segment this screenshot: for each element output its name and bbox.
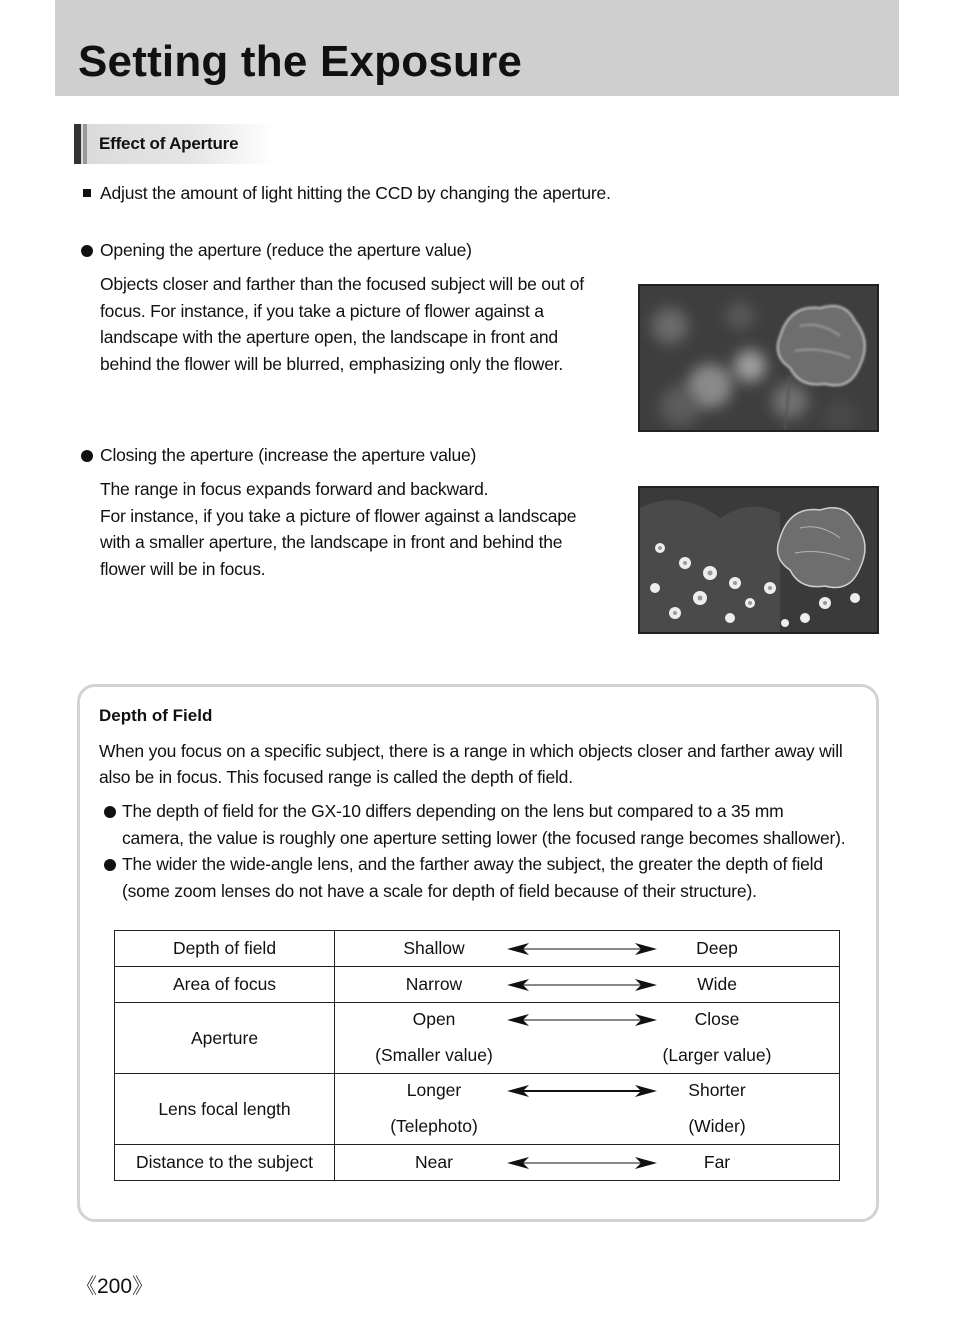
- section-tab-bar-light: [83, 124, 87, 164]
- range-left-note: (Smaller value): [375, 1044, 493, 1065]
- range-right: Deep: [696, 937, 738, 958]
- page-title: Setting the Exposure: [78, 37, 523, 86]
- dof-bullet2-line-2: (some zoom lenses do not have a scale for depth of field because of their structure).: [122, 880, 757, 901]
- square-bullet-icon: [83, 189, 91, 197]
- row-label: Lens focal length: [115, 1074, 335, 1145]
- dof-title: Depth of Field: [99, 706, 213, 725]
- row-range: [335, 1145, 840, 1181]
- row-label: Aperture: [115, 1003, 335, 1074]
- range-right: Far: [703, 1151, 731, 1172]
- opening-line-2: focus. For instance, if you take a picture of flower against a: [100, 300, 544, 321]
- range-left: Shallow: [403, 937, 465, 958]
- opening-line-1: Objects closer and farther than the focused subject will be out of: [100, 274, 584, 294]
- dof-bullet2-line-1: The wider the wide-angle lens, and the farther away the subject, the greater the depth of field: [122, 854, 823, 874]
- row-range: [335, 931, 840, 967]
- dof-bullet1-line-2: camera, the value is roughly one aperture setting lower (the focused range becomes shallower).: [122, 827, 846, 848]
- dof-table: [114, 930, 840, 1181]
- range-left: Longer: [406, 1079, 462, 1100]
- page-number: 《200》: [76, 1275, 154, 1298]
- bullet-dot-icon: [81, 245, 93, 257]
- opening-heading: Opening the aperture (reduce the aperture value): [100, 240, 472, 260]
- closing-line-2: For instance, if you take a picture of flower against a landscape: [100, 505, 577, 526]
- opening-line-4: behind the flower will be blurred, emphasizing only the flower.: [100, 353, 564, 374]
- bullet-dot-icon: [104, 859, 116, 871]
- dof-bullet1-line-1: The depth of field for the GX-10 differs depending on the lens but compared to a 35 mm: [122, 801, 784, 821]
- row-range: [335, 1074, 840, 1145]
- table-row: [115, 1145, 840, 1181]
- range-left-note: (Telephoto): [390, 1115, 478, 1136]
- bullet-dot-icon: [104, 806, 116, 818]
- closing-heading: Closing the aperture (increase the aperture value): [100, 445, 477, 465]
- table-row: [115, 931, 840, 967]
- closing-line-4: flower will be in focus.: [100, 558, 266, 579]
- range-right: Shorter: [688, 1079, 746, 1100]
- row-label: Area of focus: [115, 967, 335, 1003]
- range-right: Close: [694, 1008, 740, 1029]
- table-row: [115, 1074, 840, 1145]
- photo-closed-aperture: [638, 486, 879, 634]
- intro-text: Adjust the amount of light hitting the CCD by changing the aperture.: [100, 183, 611, 203]
- opening-line-3: landscape with the aperture open, the landscape in front and: [100, 327, 558, 347]
- closing-line-3: with a smaller aperture, the landscape in front and behind the: [100, 532, 563, 552]
- range-left: Narrow: [405, 973, 463, 994]
- section-title: Effect of Aperture: [99, 134, 239, 153]
- dof-intro-line-2: also be in focus. This focused range is called the depth of field.: [99, 767, 573, 787]
- table-row: [115, 1003, 840, 1074]
- range-right: Wide: [697, 973, 737, 994]
- range-right-note: (Wider): [688, 1115, 746, 1136]
- row-label: Distance to the subject: [115, 1145, 335, 1181]
- table-row: [115, 967, 840, 1003]
- bullet-dot-icon: [81, 450, 93, 462]
- row-range: [335, 967, 840, 1003]
- closing-line-1: The range in focus expands forward and backward.: [100, 479, 489, 499]
- photo-open-aperture: [638, 284, 879, 432]
- row-label: Depth of field: [115, 931, 335, 967]
- dof-intro-line-1: When you focus on a specific subject, there is a range in which objects closer and farther away will: [99, 741, 843, 761]
- row-range: [335, 1003, 840, 1074]
- range-left: Open: [412, 1008, 456, 1029]
- range-left: Near: [415, 1151, 453, 1172]
- section-tab-bar: [74, 124, 81, 164]
- range-right-note: (Larger value): [662, 1044, 772, 1065]
